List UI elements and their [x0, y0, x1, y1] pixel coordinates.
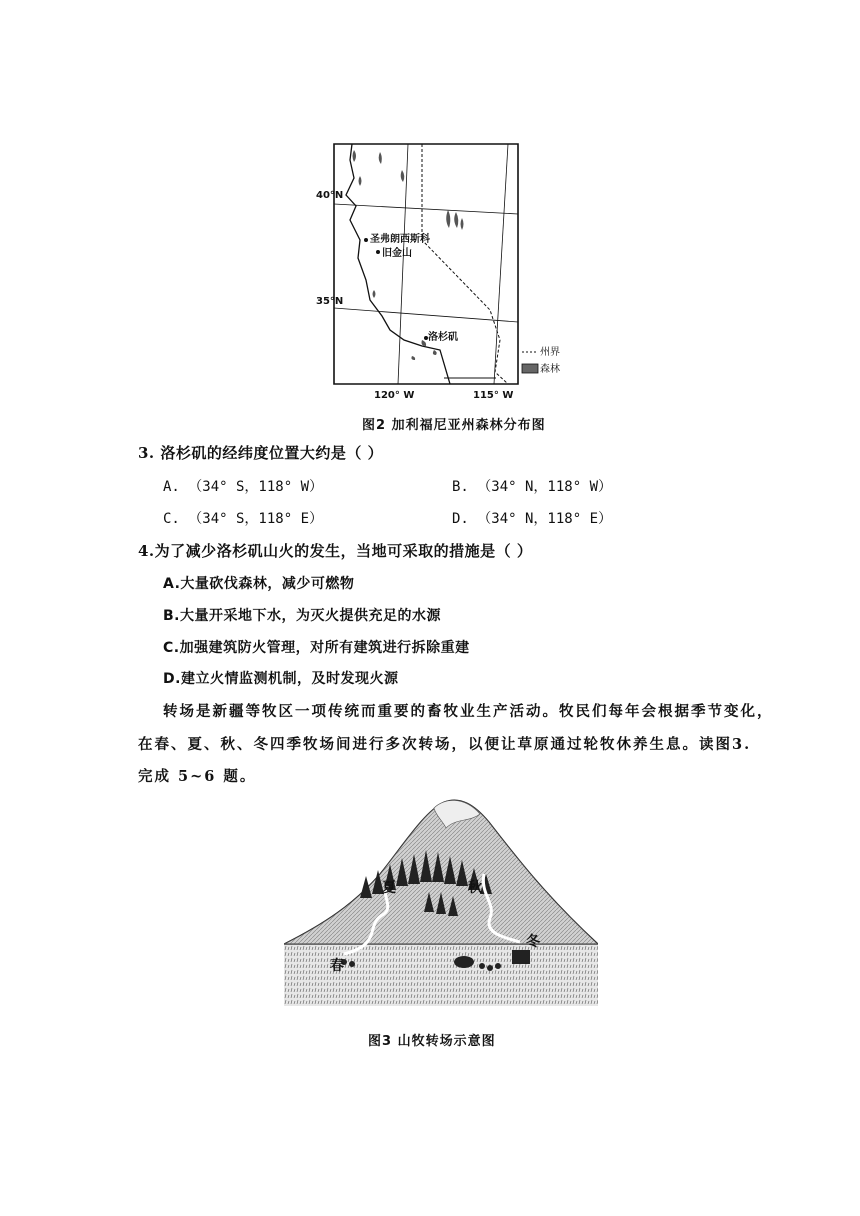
q4-option-a: A.大量砍伐森林，减少可燃物: [163, 576, 355, 592]
legend-forest-label: 森林: [540, 364, 560, 375]
legend-border-label: 州界: [540, 347, 560, 358]
q4-option-b: B.大量开采地下水，为灭火提供充足的水源: [163, 608, 441, 624]
figure2-caption: 图2 加利福尼亚州森林分布图: [362, 418, 546, 433]
passage-line-1: 转场是新疆等牧区一项传统而重要的畜牧业生产活动。牧民们每年会根据季节变化，: [163, 703, 774, 720]
q3-option-b: B. （34° N，118° W）: [452, 479, 613, 495]
figure3-caption: 图3 山牧转场示意图: [368, 1034, 496, 1049]
q4-option-c: C.加强建筑防火管理，对所有建筑进行拆除重建: [163, 640, 470, 656]
q4-stem: 4.为了减少洛杉矶山火的发生，当地可采取的措施是（ ）: [138, 542, 533, 560]
q3-option-c: C. （34° S，118° E）: [163, 511, 324, 527]
q3-option-a: A. （34° S，118° W）: [163, 479, 324, 495]
mountain-svg: [284, 794, 598, 1006]
q4-option-d: D.建立火情监测机制，及时发现火源: [163, 671, 399, 687]
city-sf-label: 旧金山: [382, 248, 412, 259]
lon-115-label: 115° W: [473, 390, 514, 401]
sf-dot: [376, 250, 380, 254]
passage-line-3: 完成 5~6 题。: [138, 768, 257, 785]
city-sacramento-label: 圣弗朗西斯科: [370, 234, 430, 245]
lat-35-label: 35°N: [316, 296, 344, 307]
mountain-grazing-illustration: [284, 794, 598, 1006]
label-autumn: 秋: [468, 880, 482, 896]
label-spring: 春: [330, 958, 344, 974]
q3-stem: 3. 洛杉矶的经纬度位置大约是（ ）: [138, 444, 384, 462]
california-forest-map: [316, 140, 592, 402]
label-summer: 夏: [382, 880, 396, 896]
lat-40-label: 40°N: [316, 190, 344, 201]
legend-forest-symbol: [522, 364, 538, 373]
lon-120-label: 120° W: [374, 390, 415, 401]
city-la-label: 洛杉矶: [428, 332, 458, 343]
map-svg: [316, 140, 592, 402]
map-frame: [334, 144, 518, 384]
label-winter: 冬: [526, 934, 540, 950]
passage-line-2: 在春、夏、秋、冬四季牧场间进行多次转场，以便让草原通过轮牧休养生息。读图3.: [138, 736, 752, 753]
sacramento-dot: [364, 238, 368, 242]
q3-option-d: D. （34° N，118° E）: [452, 511, 613, 527]
